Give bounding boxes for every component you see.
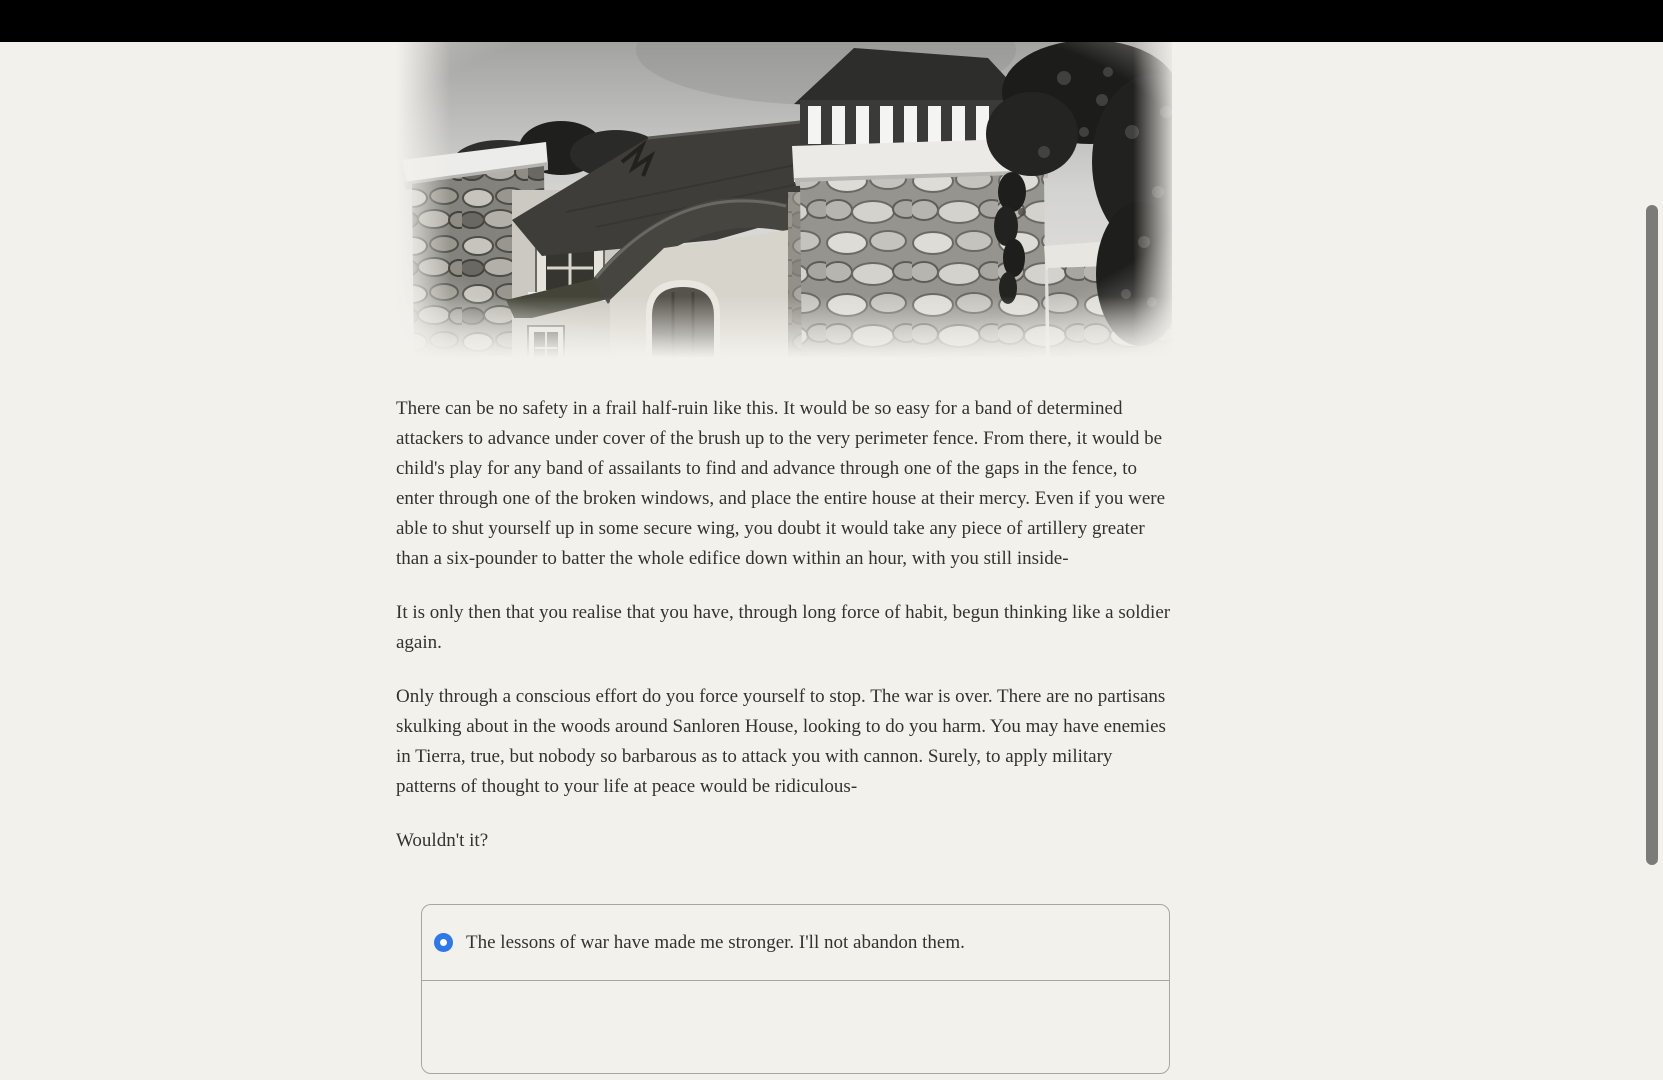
choice-box (421, 904, 1170, 1074)
choice-option-1[interactable] (422, 905, 1169, 980)
story-paragraph-4: Wouldn't it? (396, 830, 489, 851)
top-bar (0, 0, 1663, 42)
story-paragraph-1: There can be no safety in a frail half-ruin like this. It would be so easy for a band of determined attackers to advance under cover of the brush up to the very perimeter fence. From there, it would be child's play for any band of assailants to find and advance through one of the gaps in the fence, to enter through one of the broken windows, and place the entire house at their mercy. Even if you were able to shut yourself up in some secure wing, you doubt it would take any piece of artillery greater than a six-pounder to batter the whole edifice down within an hour, with you still inside- (396, 398, 1166, 569)
choice-option-1-label: The lessons of war have made me stronger. I'll not abandon them. (466, 931, 965, 953)
story-paragraph-2: It is only then that you realise that you have, through long force of habit, begun thinking like a soldier again. (396, 602, 1171, 653)
story-paragraph-3: Only through a conscious effort do you force yourself to stop. The war is over. There are no partisans skulking about in the woods around Sanloren House, looking to do you harm. You may have enemies in Tierra, true, but nobody so barbarous as to attack you with cannon. Surely, to apply military patterns of thought to your life at peace would be ridiculous- (396, 686, 1166, 797)
manor-illustration-art (396, 42, 1172, 368)
story-column (396, 42, 1172, 1074)
manor-illustration (396, 42, 1172, 368)
scrollbar-thumb[interactable] (1646, 205, 1658, 865)
radio-selected-icon[interactable] (434, 933, 453, 952)
choice-option-2-partial[interactable] (422, 980, 1169, 1061)
